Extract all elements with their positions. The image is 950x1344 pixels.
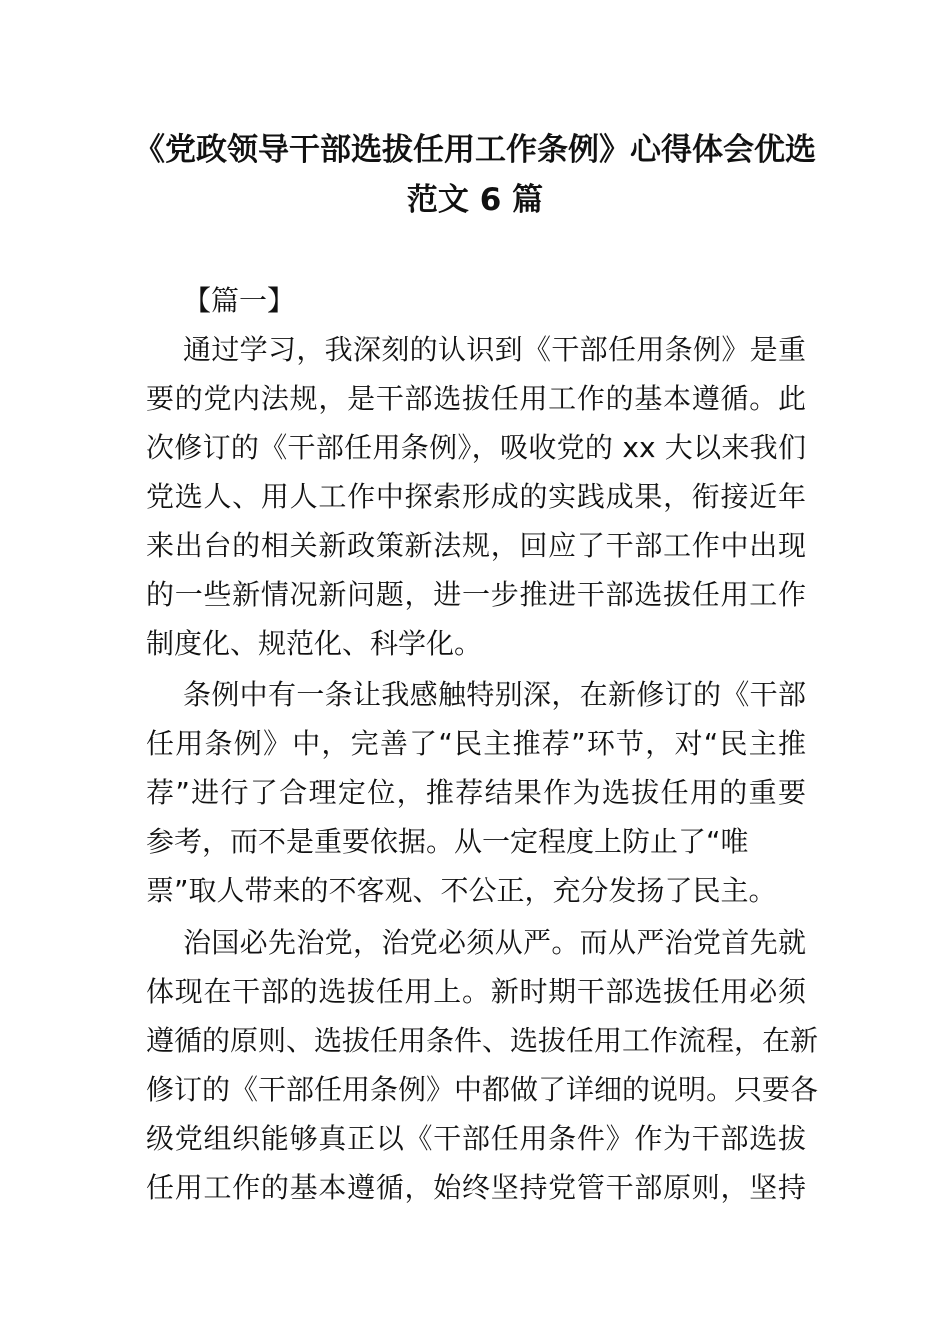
paragraph-1-line-3: 次修订的《干部任用条例》，吸收党的 xx 大以来我们 [146,431,806,464]
section-heading: 【篇一】 [183,284,296,317]
paragraph-3-line-4: 修订的《干部任用条例》中都做了详细的说明。只要各 [146,1073,819,1106]
paragraph-3-line-2: 体现在干部的选拔任用上。新时期干部选拔任用必须 [146,975,806,1008]
document-title-line-1: 《党政领导干部选拔任用工作条例》心得体会优选 [134,132,816,168]
paragraph-1-line-7: 制度化、规范化、科学化。 [146,627,483,660]
paragraph-2-line-4: 参考，而不是重要依据。从一定程度上防止了“唯 [146,825,749,858]
document-title-line-2: 范文 6 篇 [406,182,544,218]
paragraph-3-line-5: 级党组织能够真正以《干部任用条件》作为干部选拔 [146,1122,806,1155]
paragraph-1-line-4: 党选人、用人工作中探索形成的实践成果，衔接近年 [146,480,806,513]
paragraph-3-line-6: 任用工作的基本遵循，始终坚持党管干部原则，坚持 [146,1171,806,1204]
paragraph-3-line-3: 遵循的原则、选拔任用条件、选拔任用工作流程，在新 [146,1024,819,1057]
paragraph-2-line-3: 荐”进行了合理定位，推荐结果作为选拔任用的重要 [146,776,806,809]
paragraph-1-line-6: 的一些新情况新问题，进一步推进干部选拔任用工作 [146,578,806,611]
paragraph-1-line-1: 通过学习，我深刻的认识到《干部任用条例》是重 [183,333,806,366]
paragraph-3-line-1: 治国必先治党，治党必须从严。而从严治党首先就 [183,926,806,959]
paragraph-2-line-5: 票”取人带来的不客观、不公正，充分发扬了民主。 [146,874,777,907]
paragraph-1-line-2: 要的党内法规，是干部选拔任用工作的基本遵循。此 [146,382,806,415]
paragraph-2-line-1: 条例中有一条让我感触特别深，在新修订的《干部 [183,678,806,711]
paragraph-1-line-5: 来出台的相关新政策新法规，回应了干部工作中出现 [146,529,806,562]
paragraph-2-line-2: 任用条例》中，完善了“民主推荐”环节，对“民主推 [146,727,806,760]
